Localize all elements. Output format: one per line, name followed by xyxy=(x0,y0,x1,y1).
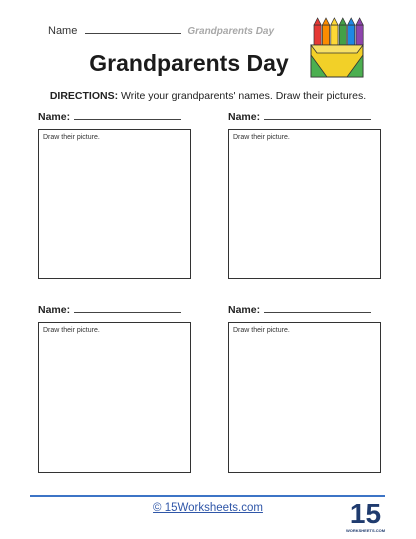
crayon xyxy=(322,25,329,47)
badge-text: WORKSHEETS.COM xyxy=(345,528,386,533)
crayon-tip xyxy=(348,18,355,25)
crayon-tip xyxy=(356,18,363,25)
crayon-tip xyxy=(322,18,329,25)
crayon-tip xyxy=(331,18,338,25)
footer-copyright-text[interactable]: © 15Worksheets.com xyxy=(153,502,263,514)
drawing-prompt: Draw their picture. xyxy=(233,327,290,334)
header-subtitle: Grandparents Day xyxy=(187,26,275,37)
card-name-line[interactable] xyxy=(264,303,371,313)
crayon xyxy=(348,25,355,47)
directions xyxy=(0,90,416,102)
card-name-line[interactable] xyxy=(264,110,371,120)
15-worksheets-logo xyxy=(345,496,386,534)
card-name-line[interactable] xyxy=(74,110,181,120)
grandparent-card-3 xyxy=(38,303,191,334)
grandparent-card-2 xyxy=(228,110,381,141)
page-title xyxy=(0,50,416,77)
crayon-tip xyxy=(314,18,321,25)
directions-label: DIRECTIONS: xyxy=(49,90,119,102)
directions-text: Write your grandparents' names. Draw their pictures. xyxy=(118,90,367,102)
card-name-label: Name: xyxy=(228,111,261,123)
crayon xyxy=(339,25,346,47)
card-name-row xyxy=(38,303,191,317)
drawing-box[interactable] xyxy=(228,129,381,279)
header-name-row xyxy=(48,24,274,37)
crayon xyxy=(314,25,321,47)
drawing-prompt: Draw their picture. xyxy=(43,327,100,334)
header-name-label: Name xyxy=(48,25,78,37)
page-title-text: Grandparents Day xyxy=(89,50,289,76)
drawing-box[interactable] xyxy=(38,322,191,473)
crayon-tip xyxy=(339,18,346,25)
grandparent-card-4 xyxy=(228,303,381,334)
badge-number: 15 xyxy=(349,498,382,529)
card-name-label: Name: xyxy=(38,111,71,123)
card-name-row xyxy=(228,110,381,124)
footer-divider xyxy=(30,495,385,497)
crayon xyxy=(331,25,338,47)
crayon xyxy=(356,25,363,47)
grandparent-card-1 xyxy=(38,110,191,141)
drawing-box[interactable] xyxy=(38,129,191,279)
card-name-row xyxy=(38,110,191,124)
card-name-label: Name: xyxy=(228,304,261,316)
drawing-prompt: Draw their picture. xyxy=(43,134,100,141)
drawing-prompt: Draw their picture. xyxy=(233,134,290,141)
card-name-label: Name: xyxy=(38,304,71,316)
card-name-line[interactable] xyxy=(74,303,181,313)
header-name-line[interactable] xyxy=(85,24,181,34)
card-name-row xyxy=(228,303,381,317)
drawing-box[interactable] xyxy=(228,322,381,473)
